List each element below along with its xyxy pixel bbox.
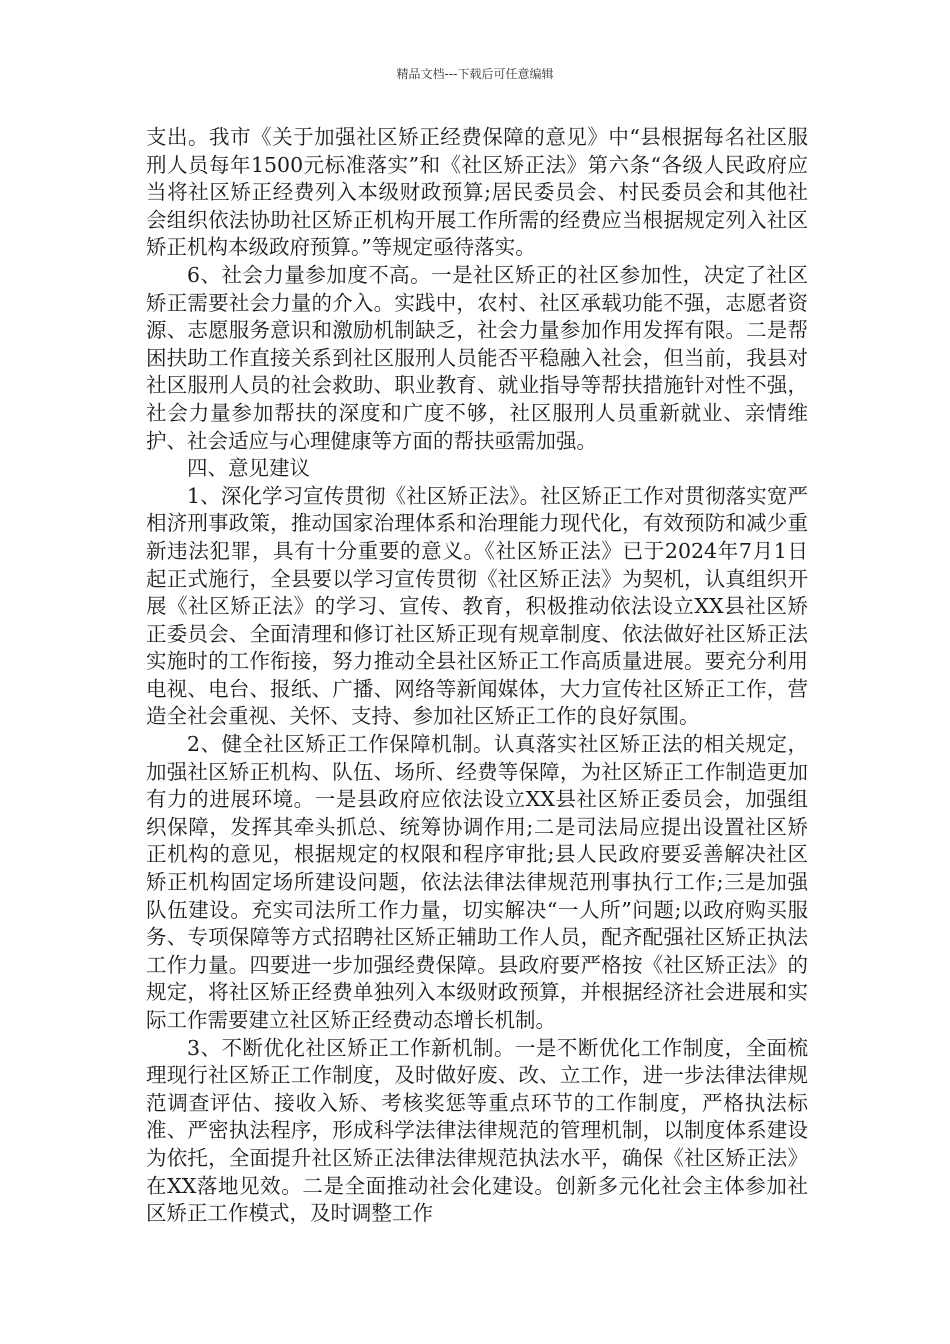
paragraph-expenditure: 支出。我市《关于加强社区矫正经费保障的意见》中“县根据每名社区服刑人员每年1500元标准落实”和《社区矫正法》第六条“各级人民政府应当将社区矫正经费列入本级财政预算;居民委员会、村民委员会和其他社会组织依法协助社区矫正机构开展工作所需的经费应当根据规定列入社区矫正机构本级政府预算。”等规定亟待落实。: [146, 125, 808, 260]
paragraph-optimize-mechanism: 3、不断优化社区矫正工作新机制。一是不断优化工作制度，全面梳理现行社区矫正工作制度，及时做好废、改、立工作，进一步法律法律规范调查评估、接收入矫、考核奖惩等重点环节的工作制度，严格执法标准、严密执法程序，形成科学法律法律规范的管理机制，以制度体系建设为依托，全面提升社区矫正法律法律规范执法水平，确保《社区矫正法》在XX落地见效。二是全面推动社会化建设。创新多元化社会主体参加社区矫正工作模式，及时调整工作: [146, 1035, 808, 1226]
paragraph-social-participation: 6、社会力量参加度不高。一是社区矫正的社区参加性，决定了社区矫正需要社会力量的介入。实践中，农村、社区承载功能不强，志愿者资源、志愿服务意识和激励机制缺乏，社会力量参加作用发挥有限。二是帮困扶助工作直接关系到社区服刑人员能否平稳融入社会，但当前，我县对社区服刑人员的社会救助、职业教育、就业指导等帮扶措施针对性不强，社会力量参加帮扶的深度和广度不够，社区服刑人员重新就业、亲情维护、社会适应与心理健康等方面的帮扶亟需加强。: [146, 262, 808, 453]
section-heading-suggestions: 四、意见建议: [187, 456, 310, 481]
paragraph-guarantee-mechanism: 2、健全社区矫正工作保障机制。认真落实社区矫正法的相关规定，加强社区矫正机构、队伍、场所、经费等保障，为社区矫正工作制造更加有力的进展环境。一是县政府应依法设立XX县社区矫正委员会，加强组织保障，发挥其牵头抓总、统筹协调作用;二是司法局应提出设置社区矫正机构的意见，根据规定的权限和程序审批;县人民政府要妥善解决社区矫正机构固定场所建设问题，依法法律法律规范刑事执行工作;三是加强队伍建设。充实司法所工作力量，切实解决“一人所”问题;以政府购买服务、专项保障等方式招聘社区矫正辅助工作人员，配齐配强社区矫正执法工作力量。四要进一步加强经费保障。县政府要严格按《社区矫正法》的规定，将社区矫正经费单独列入本级财政预算，并根据经济社会进展和实际工作需要建立社区矫正经费动态增长机制。: [146, 732, 808, 1032]
page-header: 精品文档---下载后可任意编辑: [396, 67, 554, 81]
paragraph-publicity: 1、深化学习宣传贯彻《社区矫正法》。社区矫正工作对贯彻落实宽严相济刑事政策，推动国家治理体系和治理能力现代化，有效预防和减少重新违法犯罪，具有十分重要的意义。《社区矫正法》已于2024年7月1日起正式施行，全县要以学习宣传贯彻《社区矫正法》为契机，认真组织开展《社区矫正法》的学习、宣传、教育，积极推动依法设立XX县社区矫正委员会、全面清理和修订社区矫正现有规章制度、依法做好社区矫正法实施时的工作衔接，努力推动全县社区矫正工作高质量进展。要充分利用电视、电台、报纸、广播、网络等新闻媒体，大力宣传社区矫正工作，营造全社会重视、关怀、支持、参加社区矫正工作的良好氛围。: [146, 483, 808, 729]
document-body: [146, 124, 808, 1228]
